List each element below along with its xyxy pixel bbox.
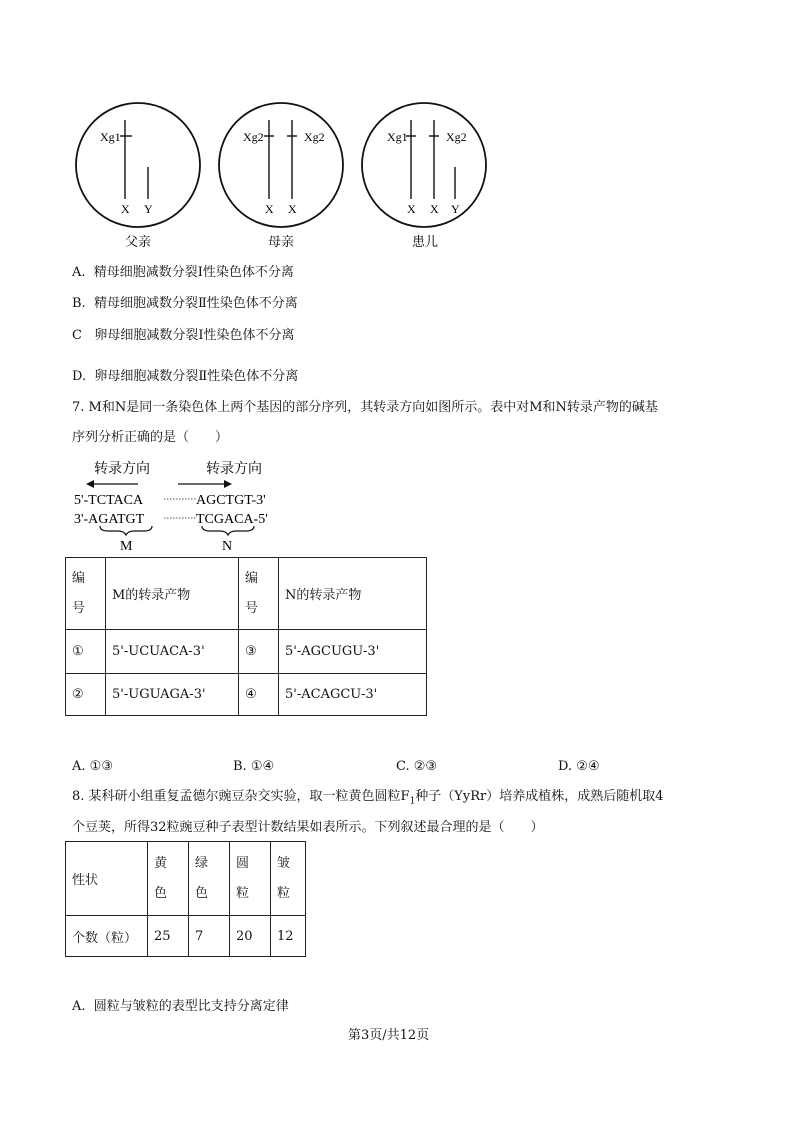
count-yellow: 25 (148, 916, 189, 957)
option-key: B. (233, 759, 247, 774)
option-key: D. (558, 759, 573, 774)
header-n-product: N的转录产物 (279, 558, 427, 630)
chromosome-figure (60, 92, 510, 262)
child-xg1: Xg1 (387, 130, 408, 144)
q8-table (65, 841, 306, 957)
father-xg1: Xg1 (100, 130, 121, 144)
sequence-diagram (66, 455, 306, 555)
count-wrinkled: 12 (271, 916, 306, 957)
option-text: 卵母细胞减数分裂Ⅱ性染色体不分离 (94, 369, 299, 384)
option-key: B. (72, 296, 86, 311)
child-cell (362, 103, 486, 227)
row-label: 个数（粒） (66, 916, 148, 957)
subscript-1: 1 (409, 796, 416, 807)
option-text: ②④ (576, 759, 600, 774)
child-label: 患儿 (412, 234, 439, 249)
father-label: 父亲 (125, 234, 152, 249)
father-x: X (121, 202, 130, 216)
mother-cell (219, 103, 343, 227)
child-x-a: X (407, 202, 416, 216)
q7-stem-line2: 序列分析正确的是（ ） (72, 430, 229, 445)
gene-label-m: M (120, 539, 133, 554)
header-round: 圆 粒 (230, 842, 271, 916)
q7-stem-line1: 7. M和N是同一条染色体上两个基因的部分序列，其转录方向如图所示。表中对M和N转录产物的碱基 (72, 400, 658, 415)
header-trait: 性状 (66, 842, 148, 916)
mother-x-a: X (265, 202, 274, 216)
table-header-row (66, 842, 306, 916)
direction-label-n: 转录方向 (206, 462, 262, 477)
option-key: A. (72, 999, 86, 1014)
father-y: Y (144, 202, 153, 216)
child-xg2: Xg2 (446, 130, 467, 144)
seq-bottom-left: 3'-AGATGT (74, 512, 145, 527)
seq-top-right: AGCTGT-3' (196, 493, 266, 508)
option-key: C. (396, 759, 410, 774)
cell-m: 5'-UGUAGA-3' (106, 674, 239, 716)
option-key: C (72, 328, 82, 343)
table-row (66, 630, 427, 674)
q7-option-c[interactable] (396, 759, 437, 775)
seq-bottom-right: TCGACA-5' (196, 512, 268, 527)
gene-label-n: N (222, 539, 233, 554)
father-cell (76, 103, 200, 227)
header-wrinkled: 皱 粒 (271, 842, 306, 916)
cell-num: ② (66, 674, 106, 716)
mother-x-b: X (288, 202, 297, 216)
q6-option-d[interactable] (72, 369, 298, 385)
q8-stem-line1: 8. 某科研小组重复孟德尔豌豆杂交实验，取一粒黄色圆粒$F_1$种子（YyRr）培养成植株，成熟后随机取4 (72, 789, 664, 807)
cell-num: ① (66, 630, 106, 674)
q7-option-a[interactable] (72, 759, 113, 775)
child-y: Y (451, 202, 460, 216)
q6-option-a[interactable] (72, 265, 294, 281)
header-num2: 编 号 (239, 558, 279, 630)
cell-m: 5'-UCUACA-3' (106, 630, 239, 674)
header-num1: 编 号 (66, 558, 106, 630)
page-footer: 第3页/共12页 (348, 1028, 430, 1043)
q7-option-b[interactable] (233, 759, 274, 775)
option-key: A. (72, 265, 86, 280)
cell-n: 5'-ACAGCU-3' (279, 674, 427, 716)
q6-option-b[interactable] (72, 296, 298, 312)
option-key: D. (72, 369, 87, 384)
q8-stem-line2: 个豆荚，所得32粒豌豆种子表型计数结果如表所示。下列叙述最合理的是（ ） (72, 820, 544, 835)
q7-option-d[interactable] (558, 759, 600, 775)
arrow-right-icon (224, 480, 232, 488)
option-text: 精母细胞减数分裂Ⅱ性染色体不分离 (93, 296, 298, 311)
mother-xg2-b: Xg2 (304, 130, 325, 144)
header-m-product: M的转录产物 (106, 558, 239, 630)
q6-option-c[interactable] (72, 328, 295, 344)
child-x-b: X (430, 202, 439, 216)
cell-num: ④ (239, 674, 279, 716)
option-text: ①④ (250, 759, 275, 774)
table-row (66, 916, 306, 957)
arrow-left-icon (86, 480, 94, 488)
option-text: 精母细胞减数分裂Ⅰ性染色体不分离 (93, 265, 294, 280)
table-header-row (66, 558, 427, 630)
option-text: 圆粒与皱粒的表型比支持分离定律 (93, 999, 289, 1014)
count-green: 7 (189, 916, 230, 957)
header-green: 绿 色 (189, 842, 230, 916)
option-text: ②③ (413, 759, 438, 774)
option-text: 卵母细胞减数分裂Ⅰ性染色体不分离 (94, 328, 295, 343)
count-round: 20 (230, 916, 271, 957)
q7-table (65, 557, 427, 716)
mother-xg2-a: Xg2 (243, 130, 264, 144)
direction-label-m: 转录方向 (94, 462, 150, 477)
cell-num: ③ (239, 630, 279, 674)
option-text: ①③ (89, 759, 113, 774)
table-row (66, 674, 427, 716)
cell-n: 5'-AGCUGU-3' (279, 630, 427, 674)
mother-label: 母亲 (268, 234, 295, 249)
q8-option-a[interactable] (72, 999, 289, 1015)
header-yellow: 黄 色 (148, 842, 189, 916)
option-key: A. (72, 759, 86, 774)
seq-top-left: 5'-TCTACA (74, 493, 144, 508)
